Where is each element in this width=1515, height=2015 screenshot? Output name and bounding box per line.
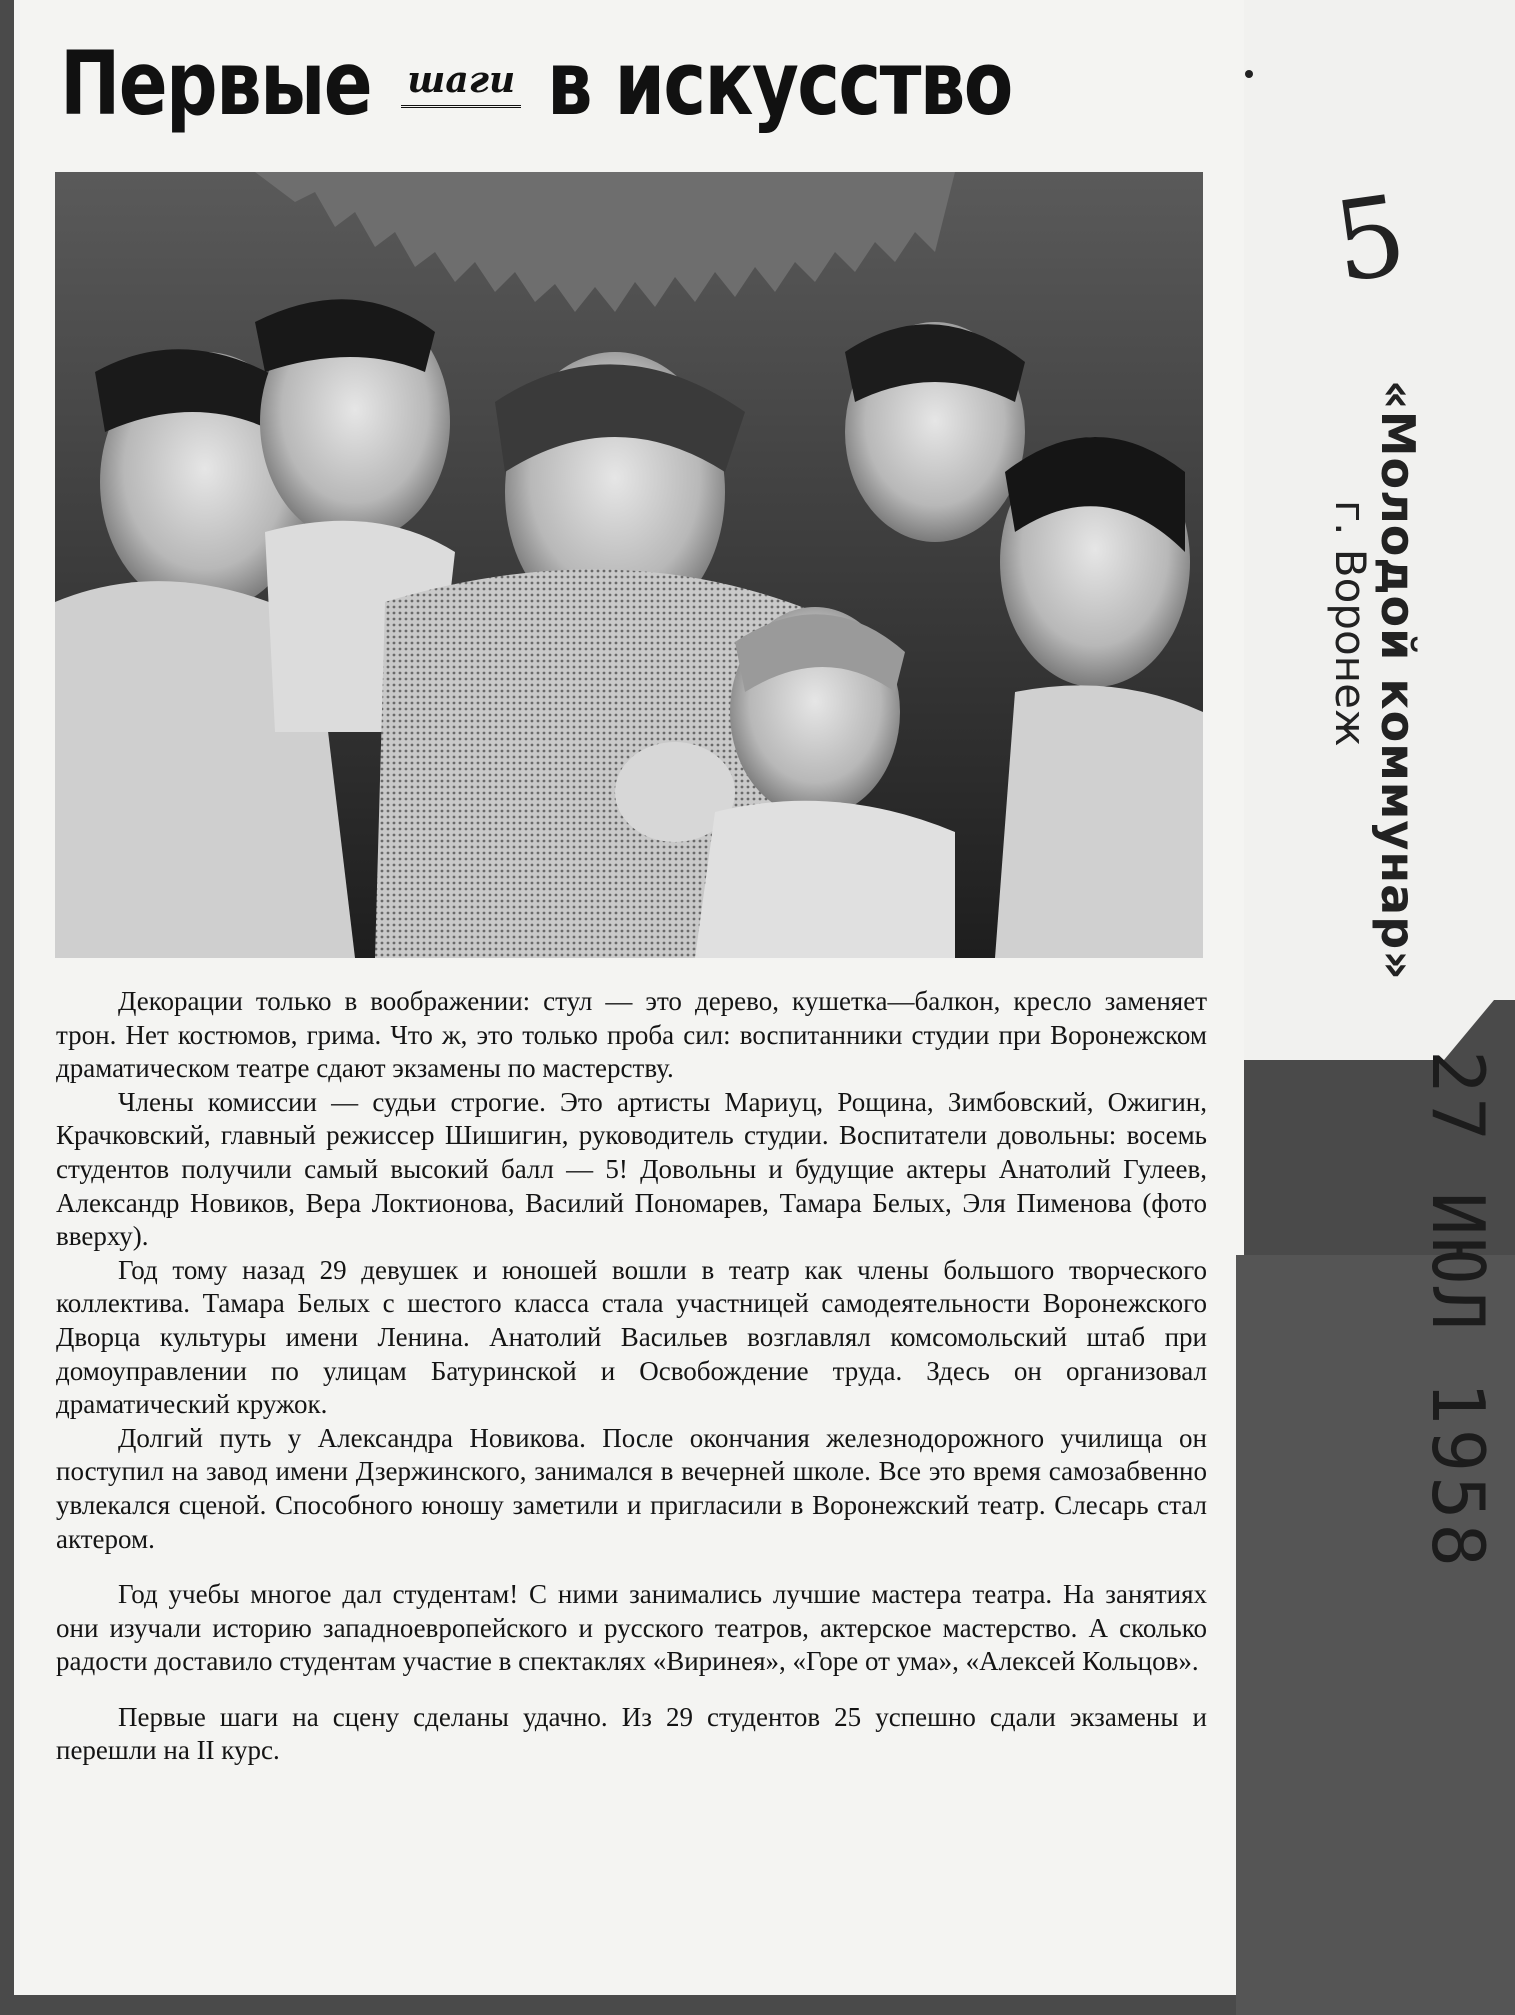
- article-paragraph-6: Первые шаги на сцену сделаны удачно. Из 29 студентов 25 успешно сдали экзамены и перешли на II курс.: [56, 1701, 1207, 1766]
- paragraph-spacer: [112, 1679, 1207, 1701]
- group-photo-image: [55, 172, 1203, 958]
- article-paragraph-5: Год учебы многое дал студентам! С ними занимались лучшие мастера театра. На занятиях они изучали историю западноевропейского и русского театров, актерское мастерство. А сколько радости доставило студентам участие в спектаклях «Виринея», «Горе от ума», «Алексей Кольцов».: [56, 1579, 1207, 1677]
- date-stamp: 27 ИЮЛ 1958: [1416, 1050, 1500, 1571]
- handwritten-page-number: 5: [1326, 170, 1414, 308]
- headline-word-3: в искусство: [547, 31, 1012, 135]
- newspaper-city: г. Воронеж: [1326, 500, 1375, 747]
- headline-word-2: шаги: [401, 59, 521, 108]
- paragraph-spacer: [112, 1556, 1207, 1578]
- ink-speck: [1245, 70, 1253, 78]
- headline: [60, 28, 1210, 138]
- article-body: [56, 985, 1207, 1768]
- article-paragraph-3: Год тому назад 29 девушек и юношей вошли в театр как члены большого творческого коллектива. Тамара Белых с шестого класса стала участницей самодеятельности Воронежского Дворца культуры имени Ленина. Анатолий Васильев возглавлял комсомольский штаб при домоуправлении по улицам Батуринской и Освобождение труда. Здесь он организовал драматический кружок.: [56, 1254, 1207, 1420]
- headline-word-1: Первые: [60, 31, 372, 135]
- article-paragraph-1: Декорации только в воображении: стул — это дерево, кушетка—балкон, кресло заменяет трон. Нет костюмов, грима. Что ж, это только проба сил: воспитанники студии при Воронежском драматическом театре сдают экзамены по мастерству.: [56, 986, 1207, 1084]
- article-paragraph-4: Долгий путь у Александра Новикова. После окончания железнодорожного училища он поступил на завод имени Дзержинского, занимался в вечерней школе. Все это время самозабвенно увлекался сценой. Способного юношу заметили и пригласили в Воронежский театр. Слесарь стал актером.: [56, 1422, 1207, 1554]
- article-paragraph-2: Члены комиссии — судьи строгие. Это артисты Мариуц, Рощина, Зимбовский, Ожигин, Крачковский, главный режиссер Шишигин, руководитель студии. Воспитатели довольны: восемь студентов получили самый высокий балл — 5! Довольны и будущие актеры Анатолий Гулеев, Александр Новиков, Вера Локтионова, Василий Пономарев, Тамара Белых, Эля Пименова (фото вверху).: [56, 1086, 1207, 1252]
- newspaper-masthead: «Молодой коммунар»: [1371, 380, 1425, 981]
